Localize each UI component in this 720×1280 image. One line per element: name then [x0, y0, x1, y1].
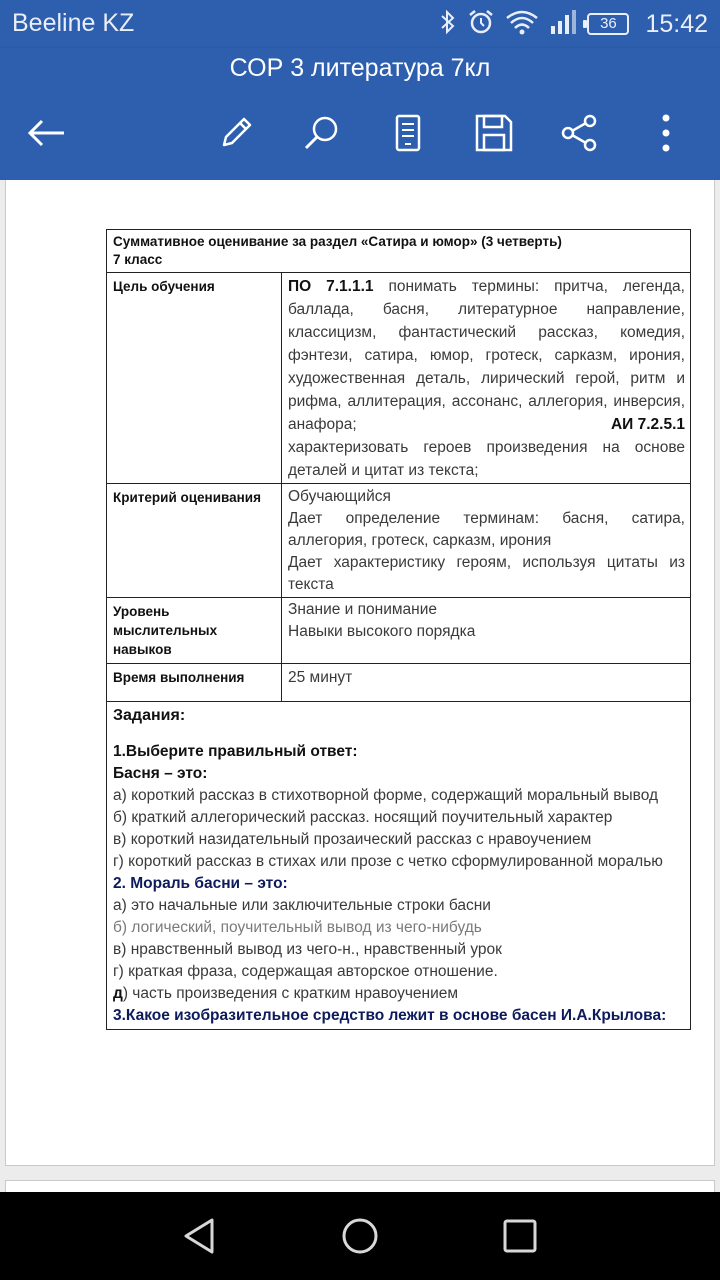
share-icon [559, 113, 599, 153]
criteria-line-1: Обучающийся [288, 488, 391, 505]
recents-square-icon [500, 1216, 540, 1256]
document-viewport[interactable] [0, 180, 720, 1192]
criteria-content [282, 484, 690, 597]
tasks-label: Задания: [107, 701, 690, 735]
document-page [5, 180, 715, 1166]
search-icon [302, 113, 342, 153]
q2-option-e [113, 983, 684, 1005]
reading-mode-icon [393, 113, 423, 153]
app-bar [0, 48, 720, 180]
goal-row [107, 272, 690, 483]
q2-option-b: б) логический, поучительный вывод из чего-нибудь [113, 919, 482, 936]
back-arrow-icon [26, 117, 66, 149]
status-icons [439, 6, 708, 42]
q2-option-e-letter: д [113, 985, 123, 1002]
save-icon [474, 113, 514, 153]
level-line-2: Навыки высокого порядка [288, 623, 476, 640]
tasks-content [107, 735, 690, 1029]
assessment-title: Суммативное оценивание за раздел «Сатира и юмор» (3 четверть) [113, 234, 562, 249]
q1-title: 1.Выберите правильный ответ: [113, 743, 358, 760]
more-options-button[interactable] [641, 108, 691, 158]
time-value: 25 минут [288, 669, 353, 686]
goal-content [282, 273, 690, 483]
q2-option-c: в) нравственный вывод из чего-н., нравственный урок [113, 941, 502, 958]
goal-text-2: характеризовать героев произведения на основе деталей и цитат из текста; [288, 439, 685, 479]
signal-icon [549, 8, 577, 41]
criteria-line-2: Дает определение терминам: басня, сатира, аллегория, гротеск, сарказм, ирония [288, 510, 685, 549]
save-button[interactable] [469, 108, 519, 158]
nav-home-button[interactable] [330, 1208, 390, 1264]
level-label: Уровень мыслительных навыков [107, 598, 282, 663]
navigation-bar [0, 1192, 720, 1280]
q1-option-a: а) короткий рассказ в стихотворной форме, содержащий моральный вывод [113, 787, 659, 804]
search-button[interactable] [297, 108, 347, 158]
status-bar [0, 0, 720, 48]
next-document-page [5, 1180, 715, 1192]
time-row [107, 663, 690, 701]
table-header-row [107, 230, 690, 272]
back-triangle-icon [180, 1216, 220, 1256]
q1-option-b: б) краткий аллегорический рассказ. носящий поучительный характер [113, 809, 613, 826]
level-content [282, 598, 690, 663]
criteria-row [107, 483, 690, 597]
nav-back-button[interactable] [170, 1208, 230, 1264]
goal-text-1: понимать термины: притча, легенда, баллада, басня, литературное направление, классицизм, фантастический рассказ, комедия, фэнтези, сатира, юмор, гротеск, сарказм, ирония, художественная деталь, лирический герой, ритм и рифма, аллитерация, ассонанс, аллегория, инверсия, анафора; [288, 278, 685, 433]
share-button[interactable] [554, 108, 604, 158]
carrier-name: Beeline KZ [12, 9, 135, 37]
time-label: Время выполнения [107, 664, 282, 701]
q1-option-d: г) короткий рассказ в стихах или прозе с четко сформулированной моралью [113, 853, 663, 870]
q2-option-a: а) это начальные или заключительные строки басни [113, 897, 491, 914]
reading-mode-button[interactable] [383, 108, 433, 158]
q2-option-d: г) краткая фраза, содержащая авторское отношение. [113, 963, 498, 980]
criteria-label: Критерий оценивания [107, 484, 282, 597]
q2-option-e-text: ) часть произведения с кратким нравоучением [122, 985, 459, 1002]
q1-subtitle: Басня – это: [113, 765, 208, 782]
battery-icon: 36 [587, 13, 629, 35]
criteria-line-3: Дает характеристику героям, используя цитаты из текста [288, 554, 685, 593]
back-button[interactable] [21, 108, 71, 158]
edit-button[interactable] [211, 108, 261, 158]
document-title: СОР 3 литература 7кл [229, 54, 491, 82]
q1-option-c: в) короткий назидательный прозаический рассказ с нравоучением [113, 831, 592, 848]
goal-label: Цель обучения [107, 273, 282, 483]
more-vertical-icon [660, 113, 672, 153]
bluetooth-icon [439, 8, 457, 41]
goal-code-2: АИ 7.2.5.1 [610, 416, 685, 433]
grade-label: 7 класс [113, 252, 163, 267]
q2-title: 2. Мораль басни – это: [113, 875, 288, 892]
level-row [107, 597, 690, 663]
home-circle-icon [340, 1216, 380, 1256]
assessment-table [106, 229, 691, 1030]
goal-code-1: ПО 7.1.1.1 [288, 278, 374, 295]
edit-pencil-icon [216, 113, 256, 153]
alarm-icon [467, 8, 495, 41]
q3-title: 3.Какое изобразительное средство лежит в основе басен И.А.Крылова: [113, 1007, 667, 1024]
level-line-1: Знание и понимание [288, 601, 437, 618]
nav-recents-button[interactable] [490, 1208, 550, 1264]
clock: 15:42 [645, 9, 708, 38]
wifi-icon [505, 8, 539, 41]
